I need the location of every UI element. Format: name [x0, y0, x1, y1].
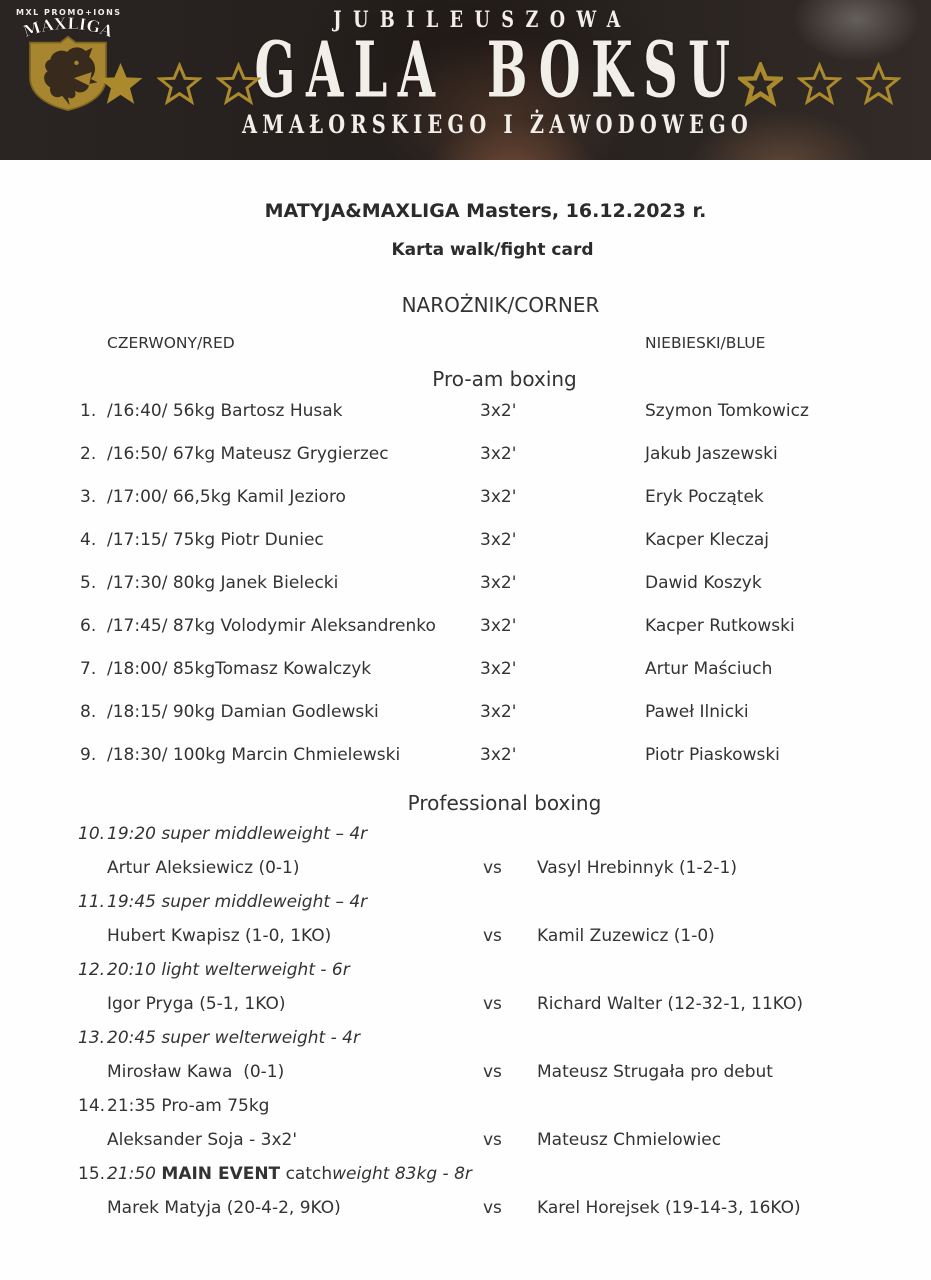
bout-number: 5. — [80, 573, 97, 593]
red-corner-label: CZERWONY/RED — [107, 334, 235, 352]
pro-bout — [0, 1096, 931, 1164]
bout-number: 6. — [80, 616, 97, 636]
proam-bout-row — [0, 616, 931, 659]
red-corner-fighter: Mirosław Kawa (0-1) — [107, 1062, 285, 1082]
proam-bout-row — [0, 745, 931, 788]
bout-number: 15. — [78, 1164, 106, 1184]
proam-bout-list — [0, 401, 931, 788]
star-icon — [98, 62, 143, 107]
pro-bout — [0, 824, 931, 892]
red-corner-fighter: Aleksander Soja - 3x2' — [107, 1130, 297, 1150]
bout-header: 20:10 light welterweight - 6r — [107, 960, 350, 980]
pro-bout-list — [0, 824, 931, 1232]
proam-bout-row — [0, 530, 931, 573]
vs-label: vs — [483, 1062, 502, 1082]
proam-bout-row — [0, 401, 931, 444]
red-corner-fighter: /18:00/ 85kgTomasz Kowalczyk — [107, 659, 372, 679]
bout-header: 19:20 super middleweight – 4r — [107, 824, 368, 844]
event-title: MATYJA&MAXLIGA Masters, 16.12.2023 r. — [264, 200, 707, 222]
vs-label: vs — [483, 994, 502, 1014]
blue-corner-fighter: Dawid Koszyk — [645, 573, 762, 593]
red-corner-fighter: /18:30/ 100kg Marcin Chmielewski — [107, 745, 401, 765]
bout-header: 19:45 super middleweight – 4r — [107, 892, 368, 912]
bout-number: 12. — [78, 960, 106, 980]
proam-bout-row — [0, 659, 931, 702]
red-corner-fighter: Igor Pryga (5-1, 1KO) — [107, 994, 286, 1014]
proam-section-heading: Pro-am boxing — [432, 367, 577, 391]
pro-bout — [0, 960, 931, 1028]
red-corner-fighter: /17:30/ 80kg Janek Bielecki — [107, 573, 339, 593]
bout-duration: 3x2' — [480, 401, 517, 421]
blue-corner-fighter: Vasyl Hrebinnyk (1-2-1) — [537, 858, 737, 878]
fight-card-document — [0, 160, 931, 1232]
star-icon — [738, 62, 783, 107]
proam-bout-row — [0, 444, 931, 487]
main-event-catch: catch — [280, 1164, 333, 1184]
red-corner-fighter: /16:50/ 67kg Mateusz Grygierzec — [107, 444, 389, 464]
bout-number: 8. — [80, 702, 97, 722]
bout-number: 3. — [80, 487, 97, 507]
stars-left-group — [98, 62, 261, 107]
proam-bout-row — [0, 487, 931, 530]
bout-number: 13. — [78, 1028, 106, 1048]
bout-duration: 3x2' — [480, 487, 517, 507]
blue-corner-fighter: Mateusz Strugała pro debut — [537, 1062, 773, 1082]
blue-corner-fighter: Kamil Zuzewicz (1-0) — [537, 926, 715, 946]
vs-label: vs — [483, 1198, 502, 1218]
vs-label: vs — [483, 858, 502, 878]
fight-card-subtitle: Karta walk/fight card — [391, 240, 594, 260]
red-corner-fighter: /17:45/ 87kg Volodymir Aleksandrenko — [107, 616, 436, 636]
corner-heading: NAROŻNIK/CORNER — [401, 293, 600, 317]
bout-number: 14. — [78, 1096, 106, 1116]
main-event-label: MAIN EVENT — [161, 1164, 281, 1184]
star-icon — [797, 62, 842, 107]
bout-number: 9. — [80, 745, 97, 765]
red-corner-fighter: /18:15/ 90kg Damian Godlewski — [107, 702, 379, 722]
red-corner-fighter: Artur Aleksiewicz (0-1) — [107, 858, 300, 878]
blue-corner-fighter: Eryk Początek — [645, 487, 764, 507]
star-icon — [157, 62, 202, 107]
bout-duration: 3x2' — [480, 616, 517, 636]
banner-top-line: JUBILEUSZOWA — [333, 5, 632, 33]
blue-corner-fighter: Kacper Rutkowski — [645, 616, 795, 636]
proam-bout-row — [0, 702, 931, 745]
bout-number: 7. — [80, 659, 97, 679]
bout-header: 21:35 Pro-am 75kg — [107, 1096, 270, 1116]
bout-duration: 3x2' — [480, 530, 517, 550]
bout-number: 2. — [80, 444, 97, 464]
blue-corner-fighter: Piotr Piaskowski — [645, 745, 780, 765]
blue-corner-fighter: Szymon Tomkowicz — [645, 401, 809, 421]
corner-labels-row — [0, 334, 931, 354]
red-corner-fighter: /17:00/ 66,5kg Kamil Jezioro — [107, 487, 346, 507]
red-corner-fighter: /16:40/ 56kg Bartosz Husak — [107, 401, 343, 421]
red-corner-fighter: /17:15/ 75kg Piotr Duniec — [107, 530, 324, 550]
logo-promotions-text: MXL PROMO+IONS — [16, 8, 122, 17]
blue-corner-fighter: Karel Horejsek (19-14-3, 16KO) — [537, 1198, 801, 1218]
banner-sub-line: AMAŁORSKIEGO I ŻAWODOWEGO — [241, 110, 754, 140]
bout-duration: 3x2' — [480, 573, 517, 593]
red-corner-fighter: Marek Matyja (20-4-2, 9KO) — [107, 1198, 341, 1218]
vs-label: vs — [483, 1130, 502, 1150]
red-corner-fighter: Hubert Kwapisz (1-0, 1KO) — [107, 926, 332, 946]
blue-corner-fighter: Mateusz Chmielowiec — [537, 1130, 722, 1150]
pro-bout-main-event — [0, 1164, 931, 1232]
blue-corner-fighter: Paweł Ilnicki — [645, 702, 749, 722]
pro-bout — [0, 892, 931, 960]
pro-bout — [0, 1028, 931, 1096]
bout-number: 4. — [80, 530, 97, 550]
bout-duration: 3x2' — [480, 745, 517, 765]
bout-number: 10. — [78, 824, 106, 844]
bout-duration: 3x2' — [480, 444, 517, 464]
bout-number: 1. — [80, 401, 97, 421]
blue-corner-label: NIEBIESKI/BLUE — [645, 334, 766, 352]
bout-duration: 3x2' — [480, 659, 517, 679]
blue-corner-fighter: Jakub Jaszewski — [645, 444, 778, 464]
stars-right-group — [738, 62, 901, 107]
bout-number: 11. — [78, 892, 106, 912]
star-icon — [856, 62, 901, 107]
bout-duration: 3x2' — [480, 702, 517, 722]
bout-header: 20:45 super welterweight - 4r — [107, 1028, 360, 1048]
vs-label: vs — [483, 926, 502, 946]
event-banner — [0, 0, 931, 160]
pro-section-heading: Professional boxing — [407, 791, 602, 815]
blue-corner-fighter: Artur Maściuch — [645, 659, 773, 679]
star-icon — [216, 62, 261, 107]
banner-main-title: GALA BOKSU — [254, 26, 741, 116]
main-event-time: 21:50 — [107, 1164, 162, 1184]
main-event-weight: weight 83kg - 8r — [332, 1164, 472, 1184]
blue-corner-fighter: Richard Walter (12-32-1, 11KO) — [537, 994, 803, 1014]
svg-text:MAXLIGA: MAXLIGA — [20, 15, 116, 41]
proam-bout-row — [0, 573, 931, 616]
blue-corner-fighter: Kacper Kleczaj — [645, 530, 769, 550]
bout-header — [107, 1164, 931, 1198]
